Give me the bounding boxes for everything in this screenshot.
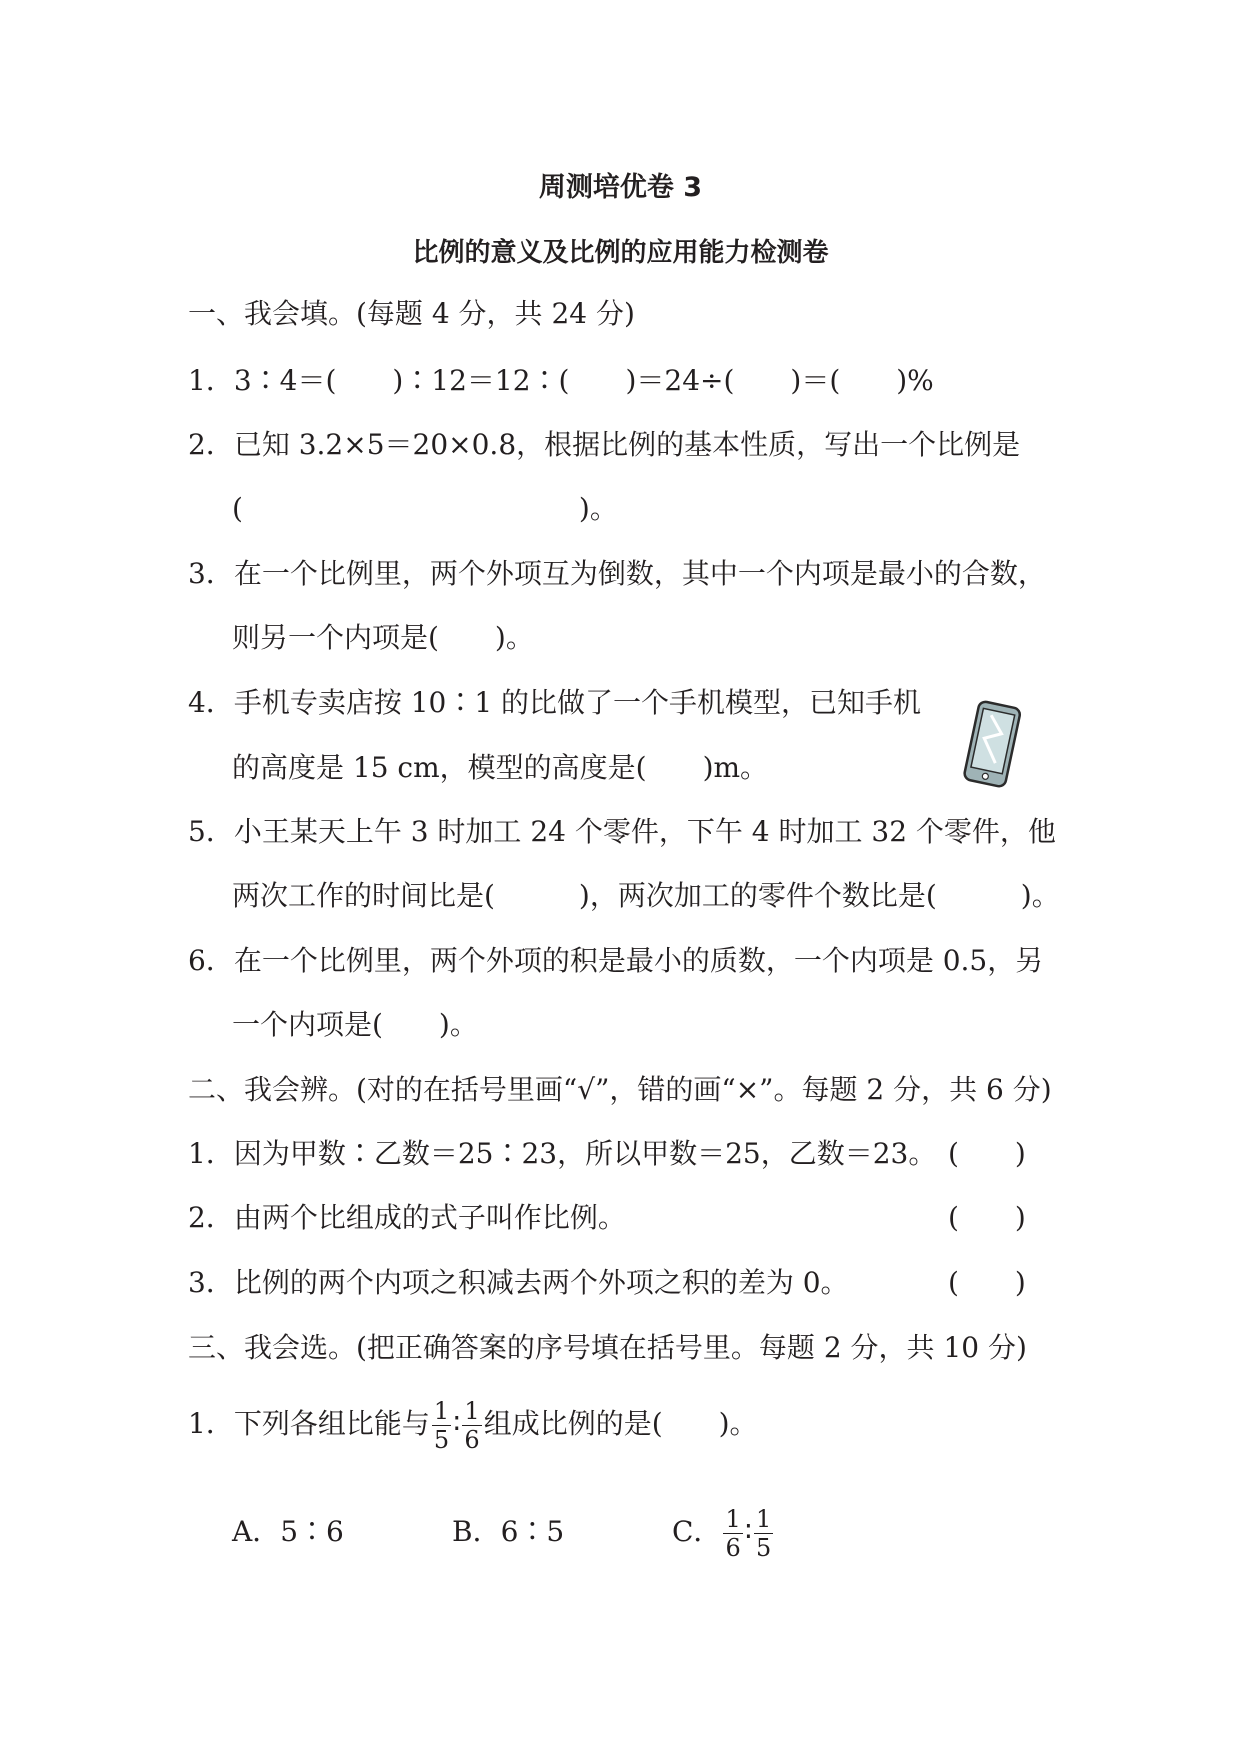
- fraction-denominator: 6: [725, 1534, 741, 1562]
- fraction-denominator: 5: [433, 1426, 450, 1454]
- s1-question-3-line1: 3．在一个比例里，两个外项互为倒数，其中一个内项是最小的合数，: [188, 557, 1046, 590]
- s2-question-2: 2．由两个比组成的式子叫作比例。: [188, 1201, 626, 1234]
- fraction-numerator: 1: [756, 1505, 772, 1533]
- fraction-one-sixth: [462, 1397, 481, 1454]
- page-title: 周测培优卷 3: [538, 172, 703, 203]
- phone-icon: [957, 700, 1027, 790]
- s3-q1-prefix: 1．下列各组比能与: [188, 1407, 430, 1440]
- s1-question-2-line1: 2．已知 3.2×5＝20×0.8，根据比例的基本性质，写出一个比例是: [188, 428, 1021, 461]
- fraction-denominator: 5: [756, 1534, 772, 1562]
- section3-heading: 三、我会选。(把正确答案的序号填在括号里。每题 2 分，共 10 分): [188, 1331, 1027, 1364]
- s1-question-1: 1．3∶4＝( )∶12＝12∶( )＝24÷( )＝( )%: [188, 364, 934, 397]
- fraction-numerator: 1: [433, 1397, 450, 1425]
- s3-option-c: [672, 1500, 775, 1564]
- fraction-denominator: 6: [464, 1426, 480, 1454]
- fraction-one-fifth: [754, 1505, 773, 1562]
- s3-question-1: [188, 1392, 758, 1456]
- s2-answer-paren-3: ( ): [948, 1266, 1026, 1299]
- s1-question-4-line2: 的高度是 15 cm，模型的高度是( )m。: [232, 751, 769, 784]
- s1-question-5-line1: 5．小王某天上午 3 时加工 24 个零件，下午 4 时加工 32 个零件，他: [188, 815, 1056, 848]
- fraction-one-sixth: [723, 1505, 742, 1562]
- s1-question-6-line1: 6．在一个比例里，两个外项的积是最小的质数，一个内项是 0.5，另: [188, 944, 1044, 977]
- s1-question-3-line2: 则另一个内项是( )。: [232, 621, 534, 654]
- s1-question-6-line2: 一个内项是( )。: [232, 1008, 478, 1041]
- s1-question-4-line1: 4．手机专卖店按 10∶1 的比做了一个手机模型，已知手机: [188, 686, 922, 719]
- s3-option-a: A．5∶6: [232, 1515, 344, 1548]
- s3-option-c-label: C．: [672, 1515, 722, 1548]
- s3-q1-suffix: 组成比例的是( )。: [483, 1407, 758, 1440]
- fraction-one-fifth: [432, 1397, 451, 1454]
- s2-answer-paren-1: ( ): [948, 1137, 1026, 1170]
- s1-question-5-line2: 两次工作的时间比是( )，两次加工的零件个数比是( )。: [232, 879, 1060, 912]
- s2-question-3: 3．比例的两个内项之积减去两个外项之积的差为 0。: [188, 1266, 849, 1299]
- s1-question-2-line2: ( )。: [232, 492, 618, 525]
- section1-heading: 一、我会填。(每题 4 分，共 24 分): [188, 297, 635, 330]
- s2-answer-paren-2: ( ): [948, 1201, 1026, 1234]
- s2-question-1: 1．因为甲数∶乙数＝25∶23，所以甲数＝25，乙数＝23。: [188, 1137, 937, 1170]
- page-subtitle: 比例的意义及比例的应用能力检测卷: [412, 238, 829, 268]
- ratio-colon: ∶: [453, 1407, 461, 1440]
- fraction-numerator: 1: [725, 1505, 741, 1533]
- s3-option-b: B．6∶5: [452, 1515, 565, 1548]
- ratio-colon: ∶: [744, 1515, 753, 1548]
- section2-heading: 二、我会辨。(对的在括号里画“√”，错的画“×”。每题 2 分，共 6 分): [188, 1073, 1052, 1106]
- fraction-numerator: 1: [464, 1397, 480, 1425]
